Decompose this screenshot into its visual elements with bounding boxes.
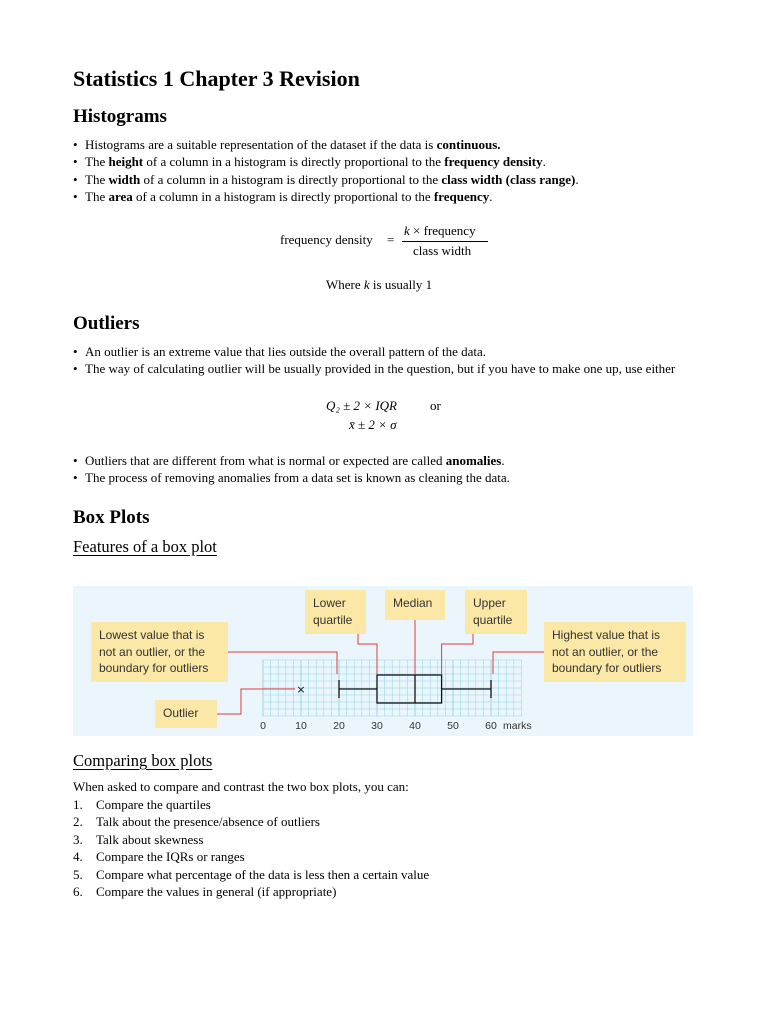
list-item: • Outliers that are different from what is normal or expected are called anomalies. [73, 453, 505, 468]
features-heading: Features of a box plot [73, 537, 217, 556]
callout-median: Median [385, 590, 445, 620]
list-item: • An outlier is an extreme value that lies outside the overall pattern of the data. [73, 344, 487, 359]
tick-label: 20 [333, 720, 345, 732]
list-item: • The process of removing anomalies from a data set is known as cleaning the data. [73, 470, 510, 486]
list-item: 3. Talk about skewness [73, 831, 204, 847]
callout-outlier: Outlier [155, 700, 217, 728]
list-item: • The height of a column in a histogram is directly proportional to the frequency density. [73, 154, 546, 170]
formula-lhs: frequency density [280, 232, 373, 247]
fraction-bar [402, 241, 488, 242]
list-item: 1. Compare the quartiles [73, 797, 211, 812]
callout-lower-quartile: Lower quartile [305, 590, 366, 634]
box-plots-heading: Box Plots [73, 507, 150, 528]
list-item: 5. Compare what percentage of the data is less then a certain value [73, 866, 430, 882]
histograms-heading: Histograms [73, 106, 167, 127]
list-item: 6. Compare the values in general (if appropriate) [73, 884, 337, 900]
list-item: • The area of a column in a histogram is directly proportional to the frequency. [73, 189, 493, 205]
axis-unit-label: marks [503, 720, 532, 732]
outlier-formula-iqr: Q₂ ± 2 × IQR [326, 398, 397, 413]
formula-equals: = [387, 232, 395, 247]
list-item: • Histograms are a suitable representation of the dataset if the data is continuous. [73, 137, 501, 152]
list-item: 4. Compare the IQRs or ranges [73, 849, 245, 865]
box-plot-diagram [73, 586, 693, 736]
list-item: • The way of calculating outlier will be usually provided in the question, but if you have to make one up, use either [73, 361, 676, 377]
where-k-note: Where k is usually 1 [326, 277, 433, 292]
outliers-heading: Outliers [73, 313, 140, 334]
outlier-formula-or: or [430, 398, 441, 413]
outlier-formula-sd: x̄ ± 2 × σ [349, 417, 397, 432]
comparing-list [73, 796, 429, 900]
outliers-bullets-2 [73, 452, 713, 487]
comparing-heading: Comparing box plots [73, 751, 213, 770]
tick-label: 10 [295, 720, 307, 732]
tick-label: 40 [409, 720, 421, 732]
histograms-bullets [73, 136, 713, 206]
tick-label: 50 [447, 720, 459, 732]
formula-denominator: class width [413, 243, 472, 258]
list-item: 2. Talk about the presence/absence of outliers [73, 814, 320, 830]
list-item: • The width of a column in a histogram is directly proportional to the class width (class range). [73, 171, 579, 187]
comparing-intro: When asked to compare and contrast the two box plots, you can: [73, 779, 409, 794]
callout-highest-value: Highest value that is not an outlier, or the boundary for outliers [544, 622, 686, 682]
tick-label: 60 [485, 720, 497, 732]
outliers-bullets [73, 343, 703, 378]
outlier-marker: × [296, 683, 306, 696]
page-title: Statistics 1 Chapter 3 Revision [73, 66, 360, 91]
callout-lowest-value: Lowest value that is not an outlier, or the boundary for outliers [91, 622, 228, 682]
formula-numerator: k × frequency [404, 223, 476, 238]
tick-label: 0 [260, 720, 266, 732]
callout-upper-quartile: Upper quartile [465, 590, 527, 634]
tick-label: 30 [371, 720, 383, 732]
